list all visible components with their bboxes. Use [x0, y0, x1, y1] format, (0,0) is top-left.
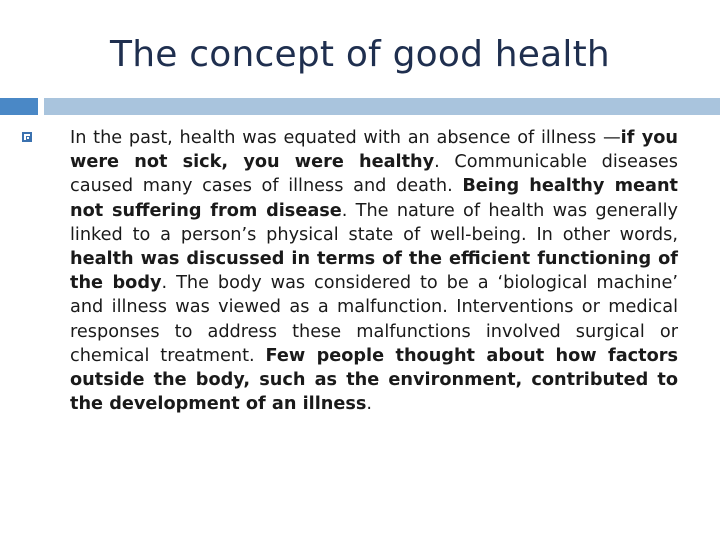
paragraph-segment-bold: health was discussed in terms of the efficient functioning of the body [70, 249, 678, 294]
paragraph-segment: . [366, 394, 373, 415]
paragraph-segment: . The body was considered to be a ‘biological machine’ and illness was viewed as a malfunction. Interventions or medical responses to address these malfunctions involved surgical or chemical treatment. [70, 273, 678, 366]
paragraph-segment: . Communicable diseases caused many cases of illness and death. [70, 152, 679, 197]
paragraph-segment: In the past, health was equated with an absence of illness — [70, 128, 621, 148]
paragraph-segment-bold: if you were not sick, you were healthy [70, 128, 678, 173]
title-rule-accent [0, 98, 38, 115]
title-rule-bar [44, 98, 720, 115]
paragraph-segment-bold: Being healthy meant not suffering from disease [70, 176, 678, 221]
paragraph-segment: . The nature of health was generally linked to a person’s physical state of well-being. In other words, [70, 200, 678, 245]
paragraph-segment-bold: Few people thought about how factors outside the body, such as the environment, contributed to the development of an illness [70, 345, 678, 415]
square-bullet-icon [22, 132, 32, 142]
bullet-paragraph [70, 126, 678, 416]
slide-title: The concept of good health [110, 34, 610, 75]
